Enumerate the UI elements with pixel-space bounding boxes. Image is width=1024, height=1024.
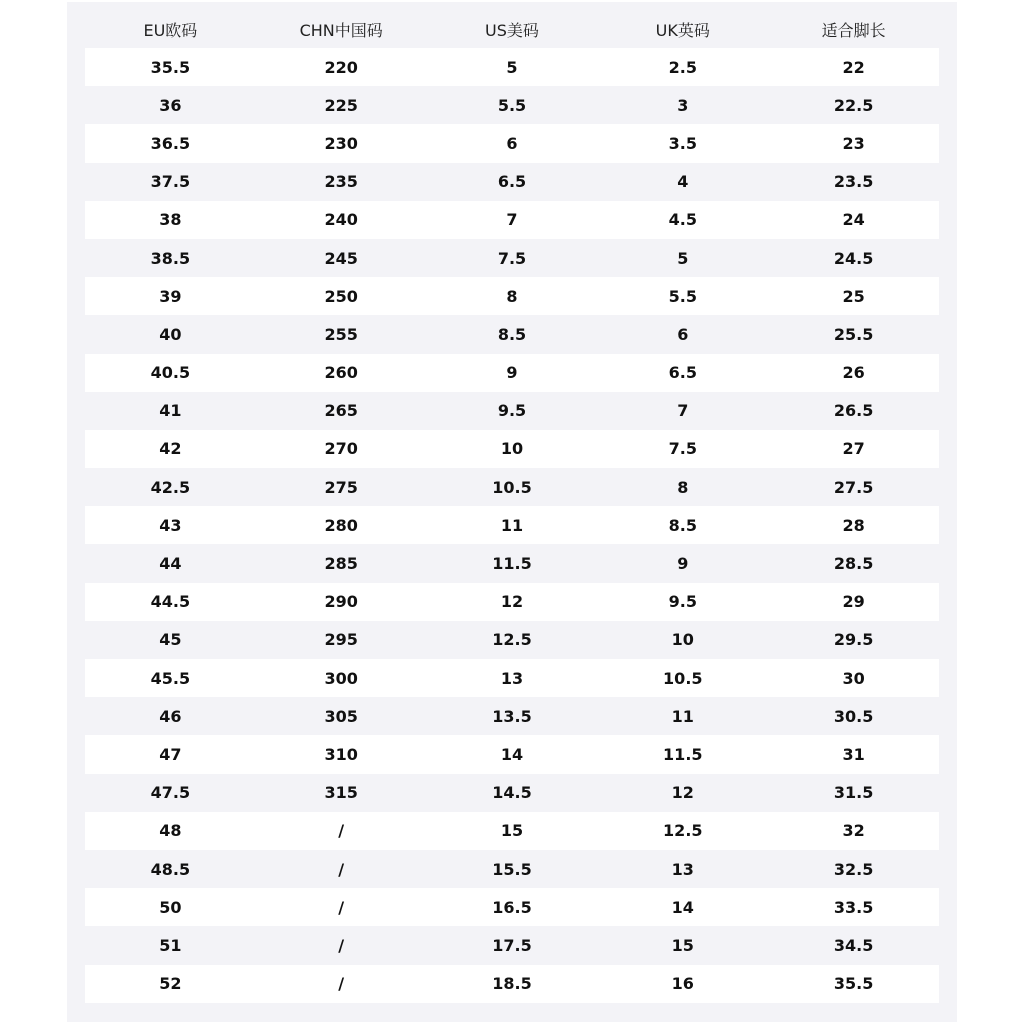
table-row	[85, 888, 939, 926]
uk-size-cell: 5	[677, 248, 689, 268]
table-row	[85, 277, 939, 315]
eu-size-cell: 42	[159, 439, 182, 459]
us-size-cell: 6	[506, 133, 518, 153]
chn-size-cell: 260	[324, 363, 358, 383]
eu-size-cell: 42.5	[150, 477, 191, 497]
eu-size-cell: 36	[159, 95, 182, 115]
eu-size-cell: 45.5	[150, 668, 191, 688]
uk-size-cell: 3.5	[668, 133, 697, 153]
eu-size-cell: 43	[159, 515, 182, 535]
chn-size-cell: 250	[324, 286, 358, 306]
chn-size-cell: 315	[324, 783, 358, 803]
us-size-cell: 13.5	[492, 706, 532, 726]
chn-size-cell: 235	[324, 172, 358, 192]
eu-size-cell: 40	[159, 324, 182, 344]
us-size-cell: 8	[506, 286, 518, 306]
table-row	[85, 124, 939, 162]
table-row	[85, 468, 939, 506]
foot-length-cell: 24.5	[833, 248, 874, 268]
foot-length-cell: 26	[842, 363, 865, 383]
eu-size-cell: 48	[159, 821, 182, 841]
uk-size-cell: 14	[671, 897, 694, 917]
table-row	[85, 583, 939, 621]
uk-size-cell: 6	[677, 324, 689, 344]
table-row	[85, 430, 939, 468]
chn-size-cell: 270	[324, 439, 358, 459]
eu-size-cell: 37.5	[150, 172, 191, 192]
uk-size-cell: 4	[677, 172, 689, 192]
uk-size-cell: 12	[671, 783, 694, 803]
header-foot-length: 适合脚长	[821, 21, 886, 40]
us-size-cell: 12	[500, 592, 524, 612]
table-row	[85, 735, 939, 773]
table-row	[85, 850, 939, 888]
chn-size-cell: 295	[324, 630, 358, 650]
us-size-cell: 12.5	[492, 630, 532, 650]
size-chart-panel	[67, 2, 957, 1022]
us-size-cell: 16.5	[492, 897, 532, 917]
foot-length-cell: 22.5	[833, 95, 874, 115]
us-size-cell: 15.5	[492, 859, 532, 879]
chn-size-cell: /	[338, 859, 345, 879]
us-size-cell: 7.5	[497, 248, 527, 268]
size-chart-table	[85, 11, 939, 1003]
uk-size-cell: 10	[671, 630, 694, 650]
foot-length-cell: 29	[842, 592, 865, 612]
chn-size-cell: 285	[324, 554, 358, 574]
eu-size-cell: 52	[159, 974, 182, 994]
eu-size-cell: 38.5	[150, 248, 191, 268]
chn-size-cell: 310	[324, 744, 358, 764]
uk-size-cell: 12.5	[663, 821, 703, 841]
foot-length-cell: 22	[842, 57, 865, 77]
table-row	[85, 239, 939, 277]
uk-size-cell: 7.5	[668, 439, 697, 459]
chn-size-cell: /	[338, 974, 345, 994]
eu-size-cell: 38	[159, 210, 182, 230]
foot-length-cell: 24	[842, 210, 865, 230]
us-size-cell: 10	[500, 439, 524, 459]
table-row	[85, 544, 939, 582]
header-row	[85, 11, 939, 48]
table-row	[85, 354, 939, 392]
foot-length-cell: 23	[842, 133, 865, 153]
table-row	[85, 965, 939, 1003]
foot-length-cell: 29.5	[833, 630, 874, 650]
chn-size-cell: 220	[324, 57, 358, 77]
foot-length-cell: 33.5	[833, 897, 874, 917]
chn-size-cell: 300	[324, 668, 358, 688]
foot-length-cell: 31	[842, 744, 865, 764]
table-row	[85, 48, 939, 86]
eu-size-cell: 46	[159, 706, 182, 726]
foot-length-cell: 23.5	[833, 172, 874, 192]
us-size-cell: 14	[500, 744, 524, 764]
chn-size-cell: /	[338, 821, 345, 841]
foot-length-cell: 30	[842, 668, 865, 688]
table-row	[85, 86, 939, 124]
us-size-cell: 11	[500, 515, 524, 535]
uk-size-cell: 10.5	[663, 668, 703, 688]
foot-length-cell: 28.5	[833, 554, 874, 574]
header-chn-size: CHN中国码	[299, 21, 383, 40]
header-eu-size: EU欧码	[143, 21, 198, 40]
chn-size-cell: 305	[324, 706, 358, 726]
uk-size-cell: 9	[677, 554, 689, 574]
us-size-cell: 10.5	[492, 477, 532, 497]
chn-size-cell: /	[338, 897, 345, 917]
us-size-cell: 5.5	[497, 95, 527, 115]
eu-size-cell: 45	[159, 630, 182, 650]
table-row	[85, 315, 939, 353]
table-row	[85, 697, 939, 735]
chn-size-cell: 245	[324, 248, 358, 268]
uk-size-cell: 8.5	[668, 515, 697, 535]
us-size-cell: 6.5	[497, 172, 527, 192]
us-size-cell: 13	[500, 668, 524, 688]
uk-size-cell: 7	[677, 401, 689, 421]
chn-size-cell: 225	[324, 95, 358, 115]
uk-size-cell: 5.5	[668, 286, 697, 306]
us-size-cell: 7	[506, 210, 518, 230]
eu-size-cell: 47	[159, 744, 182, 764]
table-body	[85, 48, 939, 1003]
uk-size-cell: 6.5	[668, 363, 697, 383]
eu-size-cell: 41	[159, 401, 182, 421]
us-size-cell: 9	[506, 363, 518, 383]
eu-size-cell: 51	[159, 935, 182, 955]
uk-size-cell: 15	[671, 935, 694, 955]
us-size-cell: 15	[500, 821, 524, 841]
eu-size-cell: 39	[159, 286, 182, 306]
foot-length-cell: 35.5	[833, 974, 874, 994]
us-size-cell: 8.5	[497, 324, 527, 344]
uk-size-cell: 11	[671, 706, 694, 726]
table-row	[85, 774, 939, 812]
chn-size-cell: 255	[324, 324, 358, 344]
eu-size-cell: 35.5	[150, 57, 191, 77]
us-size-cell: 11.5	[492, 554, 532, 574]
us-size-cell: 18.5	[492, 974, 532, 994]
chn-size-cell: 280	[324, 515, 358, 535]
uk-size-cell: 11.5	[663, 744, 703, 764]
foot-length-cell: 32.5	[833, 859, 874, 879]
foot-length-cell: 26.5	[833, 401, 874, 421]
eu-size-cell: 50	[159, 897, 182, 917]
chn-size-cell: 275	[324, 477, 358, 497]
uk-size-cell: 9.5	[668, 592, 697, 612]
chn-size-cell: 290	[324, 592, 358, 612]
table-row	[85, 201, 939, 239]
eu-size-cell: 40.5	[150, 363, 191, 383]
table-row	[85, 812, 939, 850]
table-row	[85, 163, 939, 201]
table-row	[85, 621, 939, 659]
foot-length-cell: 27	[842, 439, 865, 459]
uk-size-cell: 2.5	[668, 57, 697, 77]
foot-length-cell: 31.5	[833, 783, 874, 803]
foot-length-cell: 28	[842, 515, 865, 535]
table-row	[85, 392, 939, 430]
foot-length-cell: 32	[842, 821, 865, 841]
uk-size-cell: 13	[671, 859, 694, 879]
eu-size-cell: 48.5	[150, 859, 191, 879]
table-row	[85, 506, 939, 544]
uk-size-cell: 4.5	[668, 210, 697, 230]
eu-size-cell: 36.5	[150, 133, 191, 153]
foot-length-cell: 30.5	[833, 706, 874, 726]
eu-size-cell: 44	[159, 554, 182, 574]
us-size-cell: 17.5	[492, 935, 532, 955]
header-us-size: US美码	[485, 21, 539, 40]
foot-length-cell: 27.5	[833, 477, 874, 497]
us-size-cell: 5	[506, 57, 518, 77]
table-row	[85, 926, 939, 964]
foot-length-cell: 25.5	[833, 324, 874, 344]
chn-size-cell: 265	[324, 401, 358, 421]
eu-size-cell: 47.5	[150, 783, 191, 803]
uk-size-cell: 3	[677, 95, 689, 115]
foot-length-cell: 34.5	[833, 935, 874, 955]
eu-size-cell: 44.5	[150, 592, 191, 612]
table-header	[85, 11, 939, 48]
uk-size-cell: 16	[671, 974, 694, 994]
table-row	[85, 659, 939, 697]
us-size-cell: 9.5	[497, 401, 527, 421]
header-uk-size: UK英码	[655, 21, 710, 40]
us-size-cell: 14.5	[492, 783, 532, 803]
chn-size-cell: 240	[324, 210, 358, 230]
uk-size-cell: 8	[677, 477, 689, 497]
foot-length-cell: 25	[842, 286, 865, 306]
chn-size-cell: 230	[324, 133, 358, 153]
chn-size-cell: /	[338, 935, 345, 955]
